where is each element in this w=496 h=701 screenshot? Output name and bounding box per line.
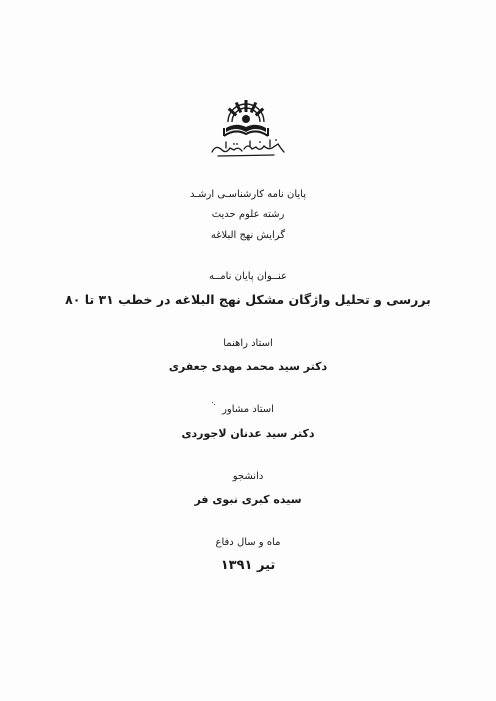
title-heading: عنــوان پایان نامــه [209, 271, 287, 282]
field-line: رشته علوم حدیث [211, 209, 285, 220]
university-emblem-icon [204, 92, 288, 162]
scan-speck [212, 402, 213, 403]
thesis-title: بررسی و تحلیل واژگان مشکل نهج البلاغه در خطب ۳۱ تا ۸۰ [65, 292, 431, 307]
specialization-line: گرایش نهج البلاغه [210, 230, 286, 241]
degree-line: پایان نامه کارشناسـی ارشـد [190, 189, 306, 200]
defense-label: ماه و سال دفاع [215, 537, 281, 548]
defense-date: تیر ۱۳۹۱ [220, 558, 276, 573]
scan-speck [214, 404, 215, 405]
student-label: دانشجو [232, 471, 264, 482]
student-name: سیده کبری نبوی فر [194, 493, 302, 506]
advisor-label: استاد مشاور [222, 404, 274, 415]
supervisor-name: دکتر سید محمد مهدی جعفری [168, 360, 328, 373]
supervisor-label: استاد راهنما [223, 338, 273, 349]
advisor-name: دکتر سید عدنان لاجوردی [181, 427, 315, 440]
